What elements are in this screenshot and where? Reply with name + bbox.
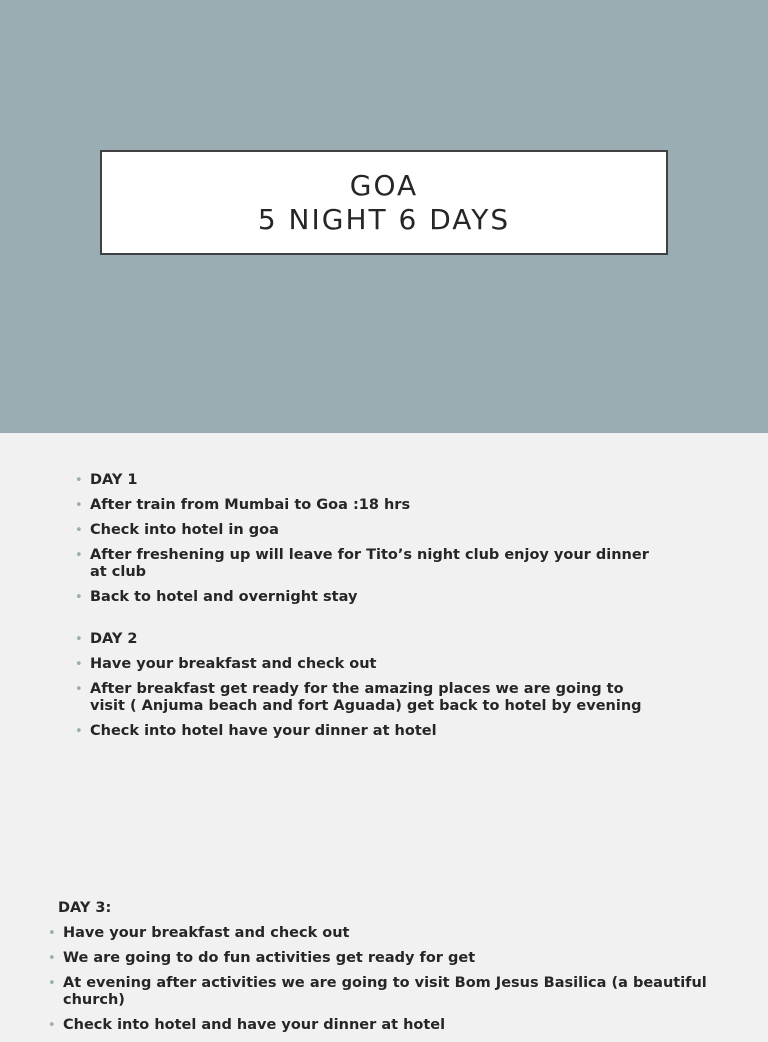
list-item: • Back to hotel and overnight stay [90,589,660,606]
title-line-1: GOA [349,168,419,202]
spacer [90,614,660,631]
list-item: • Have your breakfast and check out [63,925,723,942]
list-item: • We are going to do fun activities get ready for get [63,950,723,967]
day2-heading: • DAY 2 [90,631,660,648]
list-item: • Have your breakfast and check out [90,656,660,673]
itinerary-slide-day-3 [0,868,768,1033]
title-box [100,150,668,255]
list-item: • After breakfast get ready for the amazing places we are going to visit ( Anjuma beach and fort Aguada) get back to hotel by evening [90,681,660,715]
day1-heading: • DAY 1 [90,472,660,489]
list-item: • Check into hotel and have your dinner at hotel [63,1017,723,1034]
list-item: • At evening after activities we are going to visit Bom Jesus Basilica (a beautiful church) [63,975,723,1009]
itinerary-slide-days-1-2 [0,433,768,868]
day3-heading: DAY 3: [58,900,112,916]
list-item: • After freshening up will leave for Tito’s night club enjoy your dinner at club [90,547,660,581]
list-item: • Check into hotel have your dinner at hotel [90,723,660,740]
list-item: • Check into hotel in goa [90,522,660,539]
title-line-2: 5 NIGHT 6 DAYS [257,202,511,236]
day3-list [63,925,723,1042]
list-item: • After train from Mumbai to Goa :18 hrs [90,497,660,514]
itinerary-list [90,472,660,748]
title-slide [0,0,768,433]
